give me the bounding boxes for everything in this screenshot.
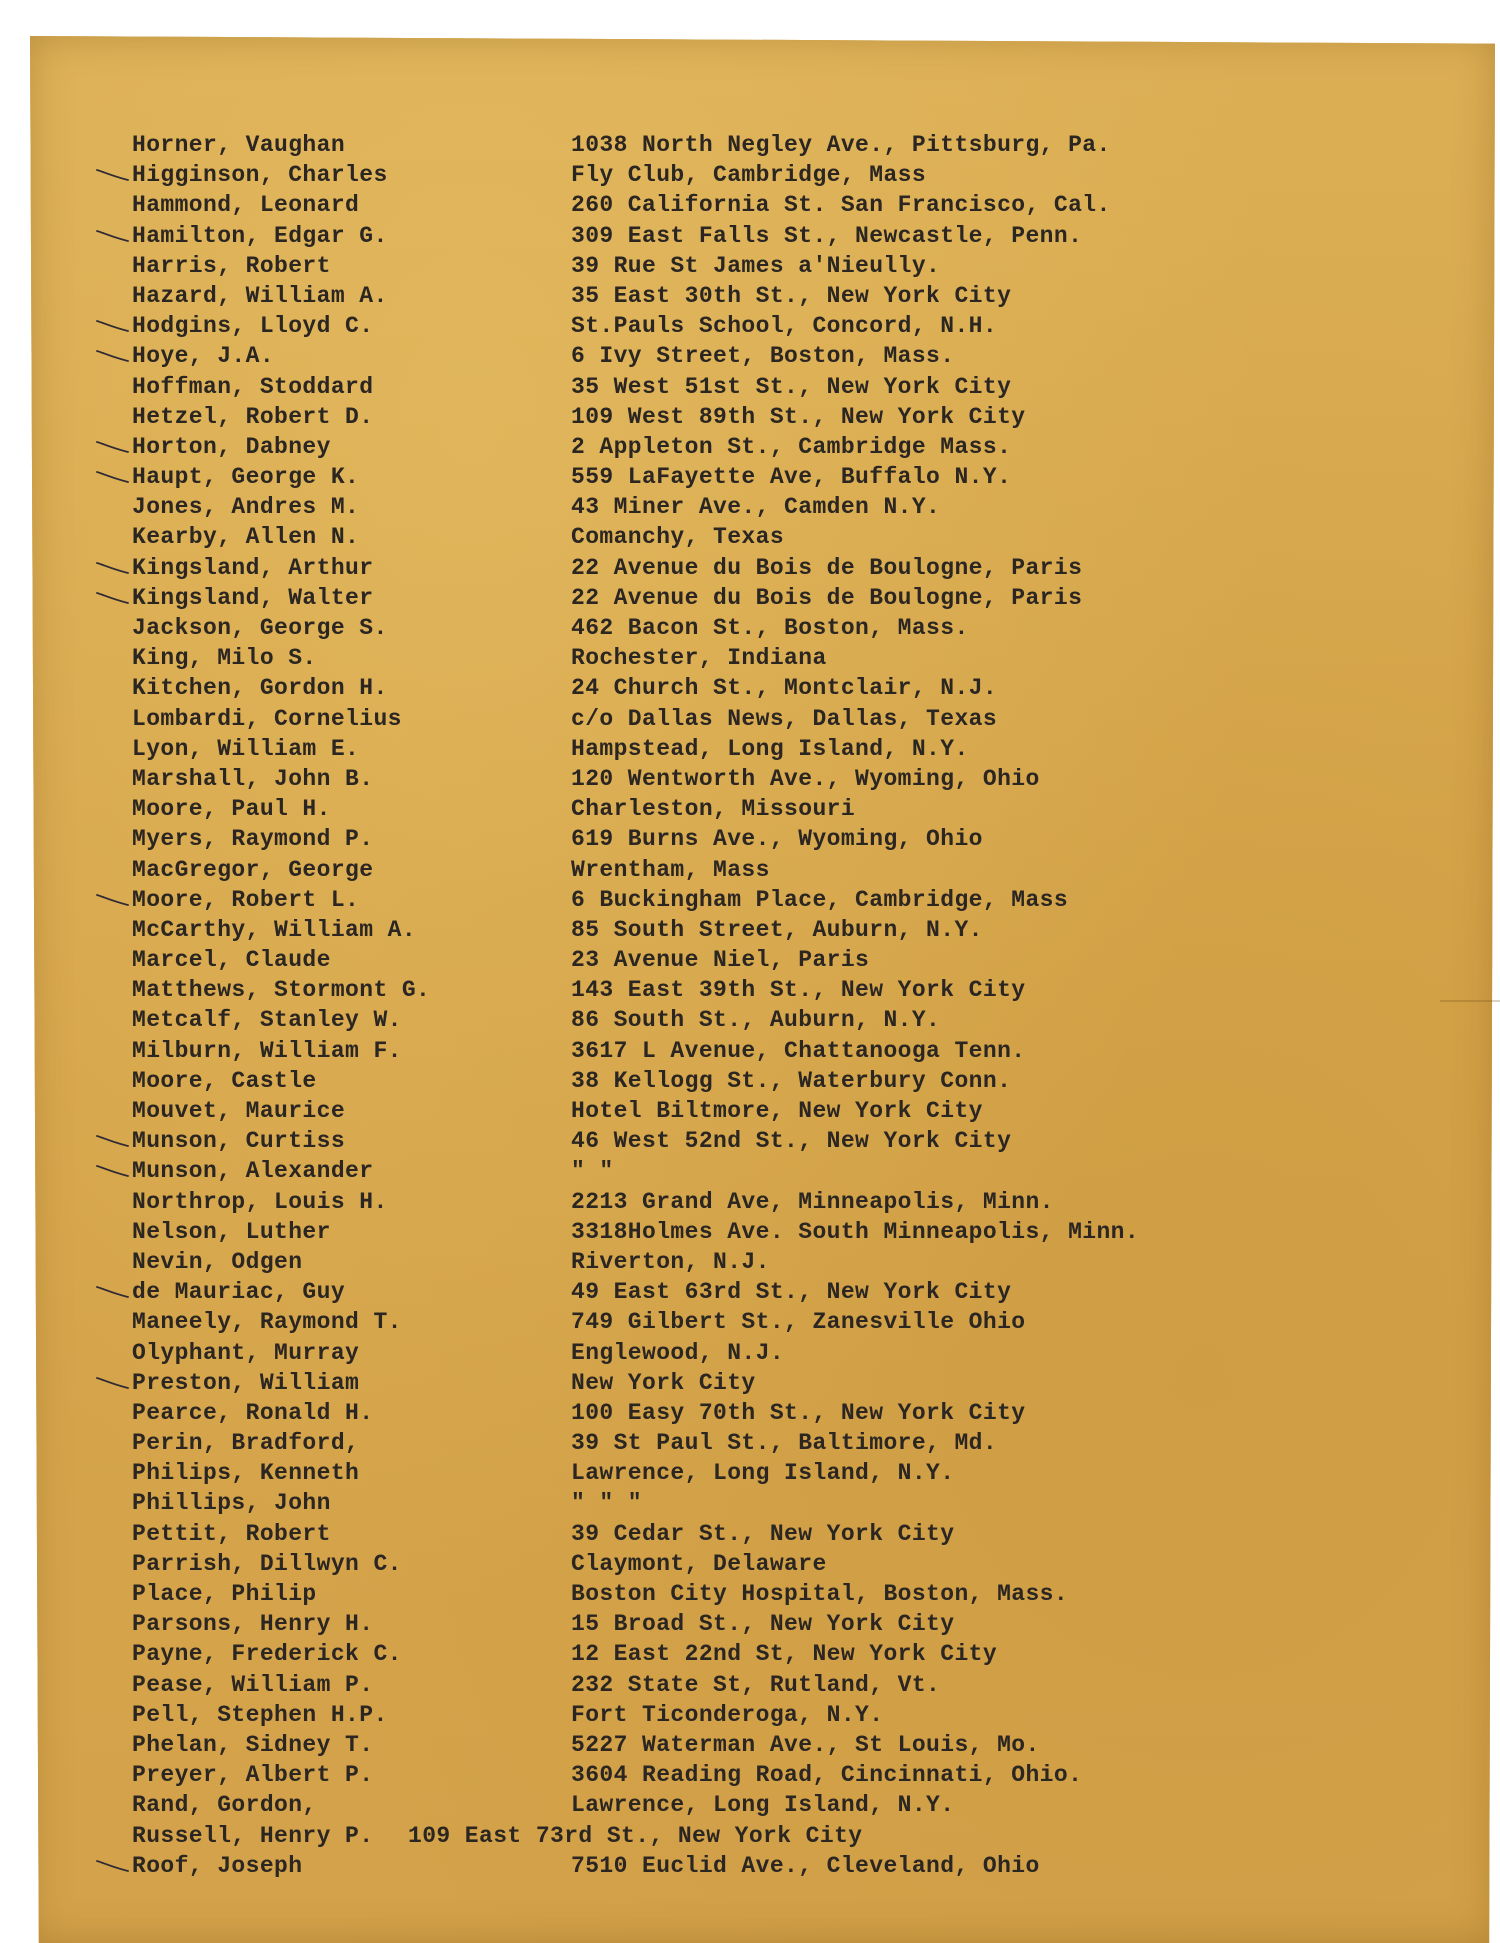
person-address: Lawrence, Long Island, N.Y. [571, 1460, 955, 1487]
person-name: Kitchen, Gordon H. [132, 675, 388, 702]
person-address: 2 Appleton St., Cambridge Mass. [571, 433, 1012, 460]
person-address: Rochester, Indiana [571, 645, 827, 672]
list-item [0, 1098, 1500, 1128]
person-name: Hetzel, Robert D. [132, 403, 374, 430]
person-address: 3318Holmes Ave. South Minneapolis, Minn. [571, 1218, 1140, 1245]
person-address: 232 State St, Rutland, Vt. [571, 1671, 941, 1698]
person-name: Jackson, George S. [132, 615, 388, 641]
pencil-tick-icon [96, 440, 130, 454]
list-item [0, 887, 1500, 917]
list-item [0, 736, 1500, 766]
person-address: 619 Burns Ave., Wyoming, Ohio [571, 826, 983, 853]
person-address: 35 West 51st St., New York City [571, 373, 1012, 400]
person-name: Northrop, Louis H. [132, 1188, 388, 1215]
list-item [0, 1581, 1500, 1611]
person-address: 12 East 22nd St, New York City [571, 1641, 998, 1668]
person-name: Perin, Bradford, [132, 1430, 360, 1457]
person-address: 39 Rue St James a'Nieully. [571, 252, 941, 279]
pencil-tick-icon [96, 1164, 130, 1178]
list-item [0, 1641, 1500, 1671]
list-item [0, 1702, 1500, 1732]
person-address: New York City [571, 1369, 756, 1396]
person-name: Kingsland, Walter [132, 584, 374, 611]
list-item [0, 1460, 1500, 1490]
list-item [0, 1792, 1500, 1822]
person-name: Milburn, William F. [132, 1037, 402, 1064]
person-name: Hazard, William A. [132, 282, 388, 309]
person-address: 39 St Paul St., Baltimore, Md. [571, 1430, 998, 1457]
person-address: Boston City Hospital, Boston, Mass. [571, 1581, 1069, 1607]
person-address: 7510 Euclid Ave., Cleveland, Ohio [571, 1852, 1040, 1879]
person-address: Lawrence, Long Island, N.Y. [571, 1792, 955, 1819]
person-name: MacGregor, George [132, 856, 374, 883]
person-name: Munson, Alexander [132, 1158, 374, 1185]
person-name: Roof, Joseph [132, 1852, 303, 1879]
person-name: Nevin, Odgen [132, 1248, 303, 1275]
person-address: 46 West 52nd St., New York City [571, 1128, 1012, 1155]
person-name: Rand, Gordon, [132, 1792, 317, 1819]
person-name: Nelson, Luther [132, 1218, 331, 1245]
person-address: " " [571, 1158, 614, 1185]
person-address: 3617 L Avenue, Chattanooga Tenn. [571, 1037, 1026, 1064]
list-item [0, 555, 1500, 585]
person-name: Munson, Curtiss [132, 1128, 346, 1155]
person-address: Hampstead, Long Island, N.Y. [571, 735, 969, 762]
pencil-tick-icon [96, 1134, 130, 1148]
person-name: Haupt, George K. [132, 464, 360, 491]
list-item [0, 766, 1500, 796]
person-address: 749 Gilbert St., Zanesville Ohio [571, 1309, 1026, 1336]
person-address: 85 South Street, Auburn, N.Y. [571, 916, 983, 943]
person-name: Moore, Robert L. [132, 886, 360, 913]
list-item [0, 524, 1500, 554]
person-address: 143 East 39th St., New York City [571, 977, 1026, 1004]
list-item [0, 1370, 1500, 1400]
person-address: Comanchy, Texas [571, 524, 785, 551]
person-name: de Mauriac, Guy [132, 1279, 346, 1306]
list-item [0, 1823, 1500, 1853]
list-item [0, 162, 1500, 192]
list-item [0, 223, 1500, 253]
person-name: McCarthy, William A. [132, 916, 417, 943]
list-item [0, 1853, 1500, 1883]
list-item [0, 253, 1500, 283]
pencil-tick-icon [96, 893, 130, 907]
person-name: Metcalf, Stanley W. [132, 1007, 402, 1034]
person-address: 109 West 89th St., New York City [571, 403, 1026, 430]
person-name: Preston, William [132, 1369, 360, 1396]
person-address: 260 California St. San Francisco, Cal. [571, 192, 1111, 219]
list-item [0, 585, 1500, 615]
person-address: Englewood, N.J. [571, 1339, 785, 1366]
list-item [0, 1521, 1500, 1551]
list-item [0, 977, 1500, 1007]
person-address: 43 Miner Ave., Camden N.Y. [571, 494, 941, 521]
person-name: Maneely, Raymond T. [132, 1309, 402, 1336]
person-name: Harris, Robert [132, 252, 331, 279]
person-address: 23 Avenue Niel, Paris [571, 947, 870, 974]
pencil-tick-icon [96, 1285, 130, 1299]
person-address: Claymont, Delaware [571, 1550, 827, 1577]
person-address: 2213 Grand Ave, Minneapolis, Minn. [571, 1188, 1054, 1215]
pencil-tick-icon [96, 229, 130, 243]
list-item [0, 1732, 1500, 1762]
list-item [0, 1340, 1500, 1370]
person-address: Fly Club, Cambridge, Mass [571, 162, 927, 189]
person-name: Marcel, Claude [132, 947, 331, 974]
person-address: Hotel Biltmore, New York City [571, 1098, 983, 1124]
person-name: Hoffman, Stoddard [132, 373, 374, 400]
person-name: Jones, Andres M. [132, 494, 360, 521]
list-item [0, 1038, 1500, 1068]
list-item [0, 1279, 1500, 1309]
person-address: 35 East 30th St., New York City [571, 282, 1012, 309]
person-address: Wrentham, Mass [571, 856, 770, 883]
person-name: Kingsland, Arthur [132, 554, 374, 581]
person-address: 15 Broad St., New York City [571, 1611, 955, 1638]
pencil-tick-icon [96, 349, 130, 363]
person-address: 462 Bacon St., Boston, Mass. [571, 615, 969, 641]
pencil-tick-icon [96, 1859, 130, 1873]
list-item [0, 1158, 1500, 1188]
list-item [0, 343, 1500, 373]
person-name: Hamilton, Edgar G. [132, 222, 388, 249]
person-address: c/o Dallas News, Dallas, Texas [571, 705, 998, 732]
person-address: 6 Buckingham Place, Cambridge, Mass [571, 886, 1069, 913]
person-name: Place, Philip [132, 1581, 317, 1607]
list-item [0, 1672, 1500, 1702]
pencil-tick-icon [96, 561, 130, 575]
person-address: 5227 Waterman Ave., St Louis, Mo. [571, 1731, 1040, 1758]
list-item [0, 1762, 1500, 1792]
person-name: Moore, Paul H. [132, 796, 331, 823]
list-item [0, 1430, 1500, 1460]
pencil-tick-icon [96, 470, 130, 484]
list-item [0, 675, 1500, 705]
person-address: 120 Wentworth Ave., Wyoming, Ohio [571, 765, 1040, 792]
list-item [0, 796, 1500, 826]
list-item [0, 1309, 1500, 1339]
list-item [0, 645, 1500, 675]
list-item [0, 826, 1500, 856]
person-name: Parrish, Dillwyn C. [132, 1550, 402, 1577]
person-name: Lyon, William E. [132, 735, 360, 762]
pencil-tick-icon [96, 591, 130, 605]
list-item [0, 1068, 1500, 1098]
list-item [0, 283, 1500, 313]
pencil-tick-icon [96, 168, 130, 182]
list-item [0, 1007, 1500, 1037]
list-item [0, 1249, 1500, 1279]
person-address: 38 Kellogg St., Waterbury Conn. [571, 1067, 1012, 1094]
list-item [0, 615, 1500, 645]
person-address: 559 LaFayette Ave, Buffalo N.Y. [571, 464, 1012, 491]
person-name: Phillips, John [132, 1490, 331, 1517]
list-item [0, 1611, 1500, 1641]
person-address: 309 East Falls St., Newcastle, Penn. [571, 222, 1083, 249]
person-address: Fort Ticonderoga, N.Y. [571, 1701, 884, 1728]
person-address: 22 Avenue du Bois de Boulogne, Paris [571, 584, 1083, 611]
list-item [0, 1551, 1500, 1581]
person-name: King, Milo S. [132, 645, 317, 672]
person-address: 1038 North Negley Ave., Pittsburg, Pa. [571, 132, 1111, 158]
person-name: Olyphant, Murray [132, 1339, 360, 1366]
list-item [0, 404, 1500, 434]
list-item [0, 464, 1500, 494]
list-item [0, 917, 1500, 947]
pencil-tick-icon [96, 319, 130, 333]
pencil-tick-icon [96, 1376, 130, 1390]
person-name: Preyer, Albert P. [132, 1762, 374, 1789]
list-item [0, 132, 1500, 162]
person-name: Pell, Stephen H.P. [132, 1701, 388, 1728]
list-item [0, 494, 1500, 524]
person-name: Kearby, Allen N. [132, 524, 360, 551]
person-address: 6 Ivy Street, Boston, Mass. [571, 343, 955, 370]
person-address: 22 Avenue du Bois de Boulogne, Paris [571, 554, 1083, 581]
person-address: St.Pauls School, Concord, N.H. [571, 313, 998, 340]
list-item [0, 374, 1500, 404]
person-name: Hoye, J.A. [132, 343, 275, 370]
list-item [0, 1219, 1500, 1249]
person-name: Horner, Vaughan [132, 132, 346, 158]
person-address: 24 Church St., Montclair, N.J. [571, 675, 998, 702]
person-address: " " " [571, 1490, 643, 1517]
list-item [0, 706, 1500, 736]
person-address: 86 South St., Auburn, N.Y. [571, 1007, 941, 1034]
person-address: 49 East 63rd St., New York City [571, 1279, 1012, 1306]
person-name: Moore, Castle [132, 1067, 317, 1094]
list-item [0, 313, 1500, 343]
person-name: Philips, Kenneth [132, 1460, 360, 1487]
person-name: Pease, William P. [132, 1671, 374, 1698]
list-item [0, 192, 1500, 222]
person-name: Russell, Henry P. [132, 1822, 374, 1849]
list-item [0, 1189, 1500, 1219]
person-address: 39 Cedar St., New York City [571, 1520, 955, 1547]
person-name: Lombardi, Cornelius [132, 705, 402, 732]
person-name: Higginson, Charles [132, 162, 388, 189]
person-name: Hodgins, Lloyd C. [132, 313, 374, 340]
person-name: Payne, Frederick C. [132, 1641, 402, 1668]
list-item [0, 1490, 1500, 1520]
person-name: Pearce, Ronald H. [132, 1399, 374, 1426]
list-item [0, 947, 1500, 977]
person-address: Riverton, N.J. [571, 1248, 770, 1275]
list-item [0, 857, 1500, 887]
person-address: 3604 Reading Road, Cincinnati, Ohio. [571, 1762, 1083, 1789]
person-name: Pettit, Robert [132, 1520, 331, 1547]
person-address: Charleston, Missouri [571, 796, 856, 823]
person-name: Horton, Dabney [132, 433, 331, 460]
person-name: Myers, Raymond P. [132, 826, 374, 853]
list-item [0, 434, 1500, 464]
list-item [0, 1128, 1500, 1158]
list-item [0, 1400, 1500, 1430]
person-name: Mouvet, Maurice [132, 1098, 346, 1124]
person-name: Phelan, Sidney T. [132, 1731, 374, 1758]
address-list [0, 132, 1500, 1883]
person-name: Hammond, Leonard [132, 192, 360, 219]
person-name: Matthews, Stormont G. [132, 977, 431, 1004]
person-address: 100 Easy 70th St., New York City [571, 1399, 1026, 1426]
person-address: 109 East 73rd St., New York City [408, 1822, 863, 1849]
person-name: Marshall, John B. [132, 765, 374, 792]
person-name: Parsons, Henry H. [132, 1611, 374, 1638]
